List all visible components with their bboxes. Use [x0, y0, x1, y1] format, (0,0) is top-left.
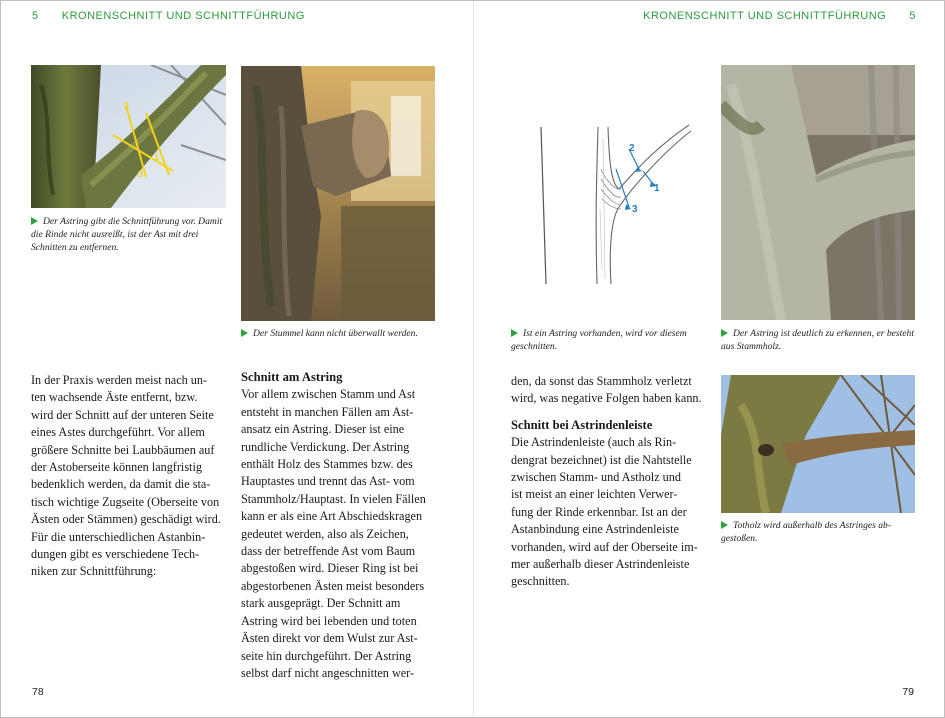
caption-stummel: Der Stummel kann nicht überwallt werden.	[241, 327, 441, 340]
middle-column-text	[241, 369, 441, 682]
page-number-right: 79	[902, 686, 914, 698]
left-running-head	[32, 10, 305, 22]
caption-arrow-icon	[31, 217, 38, 225]
drawing-label-1: 1	[654, 183, 660, 194]
left-running-title: KRONENSCHNITT UND SCHNITTFÜHRUNG	[61, 10, 305, 22]
cut-label-3: 3	[138, 169, 144, 179]
photo-totholz-image	[721, 375, 915, 513]
paragraph-astrindenleiste: Die Astrindenleiste (auch als Rin- dengrat bezeichnet) ist die Nahtstelle zwischen Stamm- und Astholz und ist meist an einer leichten Verwer- fung der Rinde erkennbar. Ist an der Astanbindung eine Astrindenleiste vorhanden, wird auf der Oberseite im- mer außerhalb dieser Astrindenleiste geschnitten.	[511, 435, 698, 589]
heading-astrindenleiste: Schnitt bei Astrindenleiste	[511, 417, 653, 432]
left-column-text	[31, 372, 231, 581]
caption-astring-visible: Der Astring ist deutlich zu erkennen, er besteht aus Stammholz.	[721, 328, 915, 353]
drawing-astring	[511, 109, 706, 289]
photo-astring-visible-image	[721, 65, 915, 320]
right-column-text	[511, 373, 711, 591]
photo-astring-cuts	[31, 65, 226, 208]
caption-drawing: Ist ein Astring vorhanden, wird vor diesem geschnitten.	[511, 328, 687, 353]
drawing-label-3: 3	[632, 204, 638, 215]
heading-schnitt-am-astring: Schnitt am Astring	[241, 370, 343, 384]
cut-label-1: 1	[154, 152, 160, 162]
paragraph-praxis: In der Praxis werden meist nach un- ten wachsende Äste entfernt, bzw. wird der Schnitt auf der unteren Seite eines Astes durchgeführt. Vor allem größere Schnitte bei Laubbäumen auf der Astoberseite können langfristig bedenklich werden, da damit die sta- tisch wichtige Zugseite (Oberseite von Ästen oder Stämmen) geschädigt wird. Für die unterschiedlichen Astanbin- dungen gibt es verschiedene Tech- niken zur Schnittführung:	[31, 373, 221, 579]
caption-totholz: Totholz wird außerhalb des Astringes ab-gestoßen.	[721, 520, 892, 545]
page-number-left: 78	[32, 686, 44, 698]
photo-astring-visible	[721, 65, 915, 320]
paragraph-astring: Vor allem zwischen Stamm und Ast entsteht in manchen Fällen am Ast- ansatz ein Astring. Dieser ist eine rundliche Verdickung. Der Astring enthält Holz des Stammes bzw. des Hauptastes und trennt das Ast- vom Stammholz/Hauptast. In vielen Fällen kann er als eine Art Abschiedskragen gedeutet werden, also als Zeichen, dass der betreffende Ast vom Baum abgestoßen wird. Dieser Ring ist bei abgestorbenen Ästen meist besonders stark ausgeprägt. Der Schnitt am Astring wird bei lebenden und toten Ästen direkt vor dem Wulst zur Ast- seite hin durchgeführt. Der Astring selbst darf nicht angeschnitten wer-	[241, 387, 426, 680]
photo-totholz	[721, 375, 915, 513]
right-chapter-number: 5	[909, 10, 916, 22]
cut-label-2: 2	[124, 101, 130, 111]
right-running-title: KRONENSCHNITT UND SCHNITTFÜHRUNG	[643, 10, 887, 22]
caption-arrow-icon	[721, 521, 728, 529]
photo-astring-cuts-image	[31, 65, 226, 208]
caption-arrow-icon	[241, 329, 248, 337]
drawing-label-2: 2	[629, 143, 635, 154]
right-running-head	[643, 10, 916, 22]
caption-arrow-icon	[511, 329, 518, 337]
photo-stummel-image	[241, 66, 435, 321]
photo-stummel	[241, 66, 435, 321]
paragraph-continuation: den, da sonst das Stammholz verletzt wird, was negative Folgen haben kann.	[511, 374, 702, 406]
gutter	[473, 1, 474, 717]
drawing-astring-image	[511, 109, 706, 289]
caption-astring-cuts: Der Astring gibt die Schnittführung vor. Damit die Rinde nicht ausreißt, ist der Ast mit drei Schnitten zu entfernen.	[31, 216, 223, 254]
caption-arrow-icon	[721, 329, 728, 337]
left-chapter-number: 5	[32, 10, 39, 22]
